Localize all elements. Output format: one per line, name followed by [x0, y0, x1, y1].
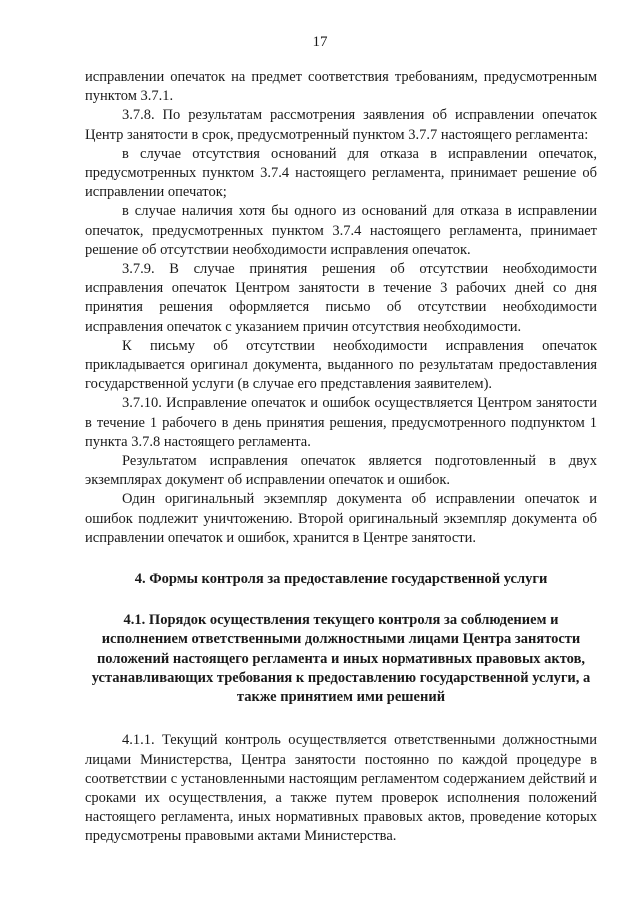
- document-body: [85, 68, 597, 847]
- paragraph-original-copy: Один оригинальный экземпляр документа об исправлении опечаток и ошибок подлежит уничтожению. Второй оригинальный экземпляр документа об исправлении опечаток и ошибок, хранится в Центре занятости.: [85, 491, 597, 546]
- paragraph-continuation: исправлении опечаток на предмет соответствия требованиям, предусмотренным пунктом 3.7.1.: [85, 69, 597, 105]
- subsection-title: 4.1. Порядок осуществления текущего контроля за соблюдением и исполнением ответственными должностными лицами Центра занятости положений настоящего регламента и иных нормативных правовых актов, устанавливающих требования к предоставлению государственной услуги, а также принятием ими решений: [91, 612, 591, 706]
- paragraph-3-7-10: 3.7.10. Исправление опечаток и ошибок осуществляется Центром занятости в течение 1 рабочего в день принятия решения, предусмотренного подпунктом 1 пункта 3.7.8 настоящего регламента.: [85, 395, 597, 450]
- page-number: 17: [312, 34, 328, 50]
- paragraph-result: Результатом исправления опечаток является подготовленный в двух экземплярах документ об исправлении опечаток и ошибок.: [85, 453, 597, 489]
- paragraph-3-7-8: 3.7.8. По результатам рассмотрения заявления об исправлении опечаток Центр занятости в срок, предусмотренный пунктом 3.7.7 настоящего регламента:: [85, 107, 597, 143]
- paragraph-has-grounds: в случае наличия хотя бы одного из оснований для отказа в исправлении опечаток, предусмотренных пунктом 3.7.4 настоящего регламента, принимает решение об отсутствии необходимости исправления опечаток.: [85, 203, 597, 258]
- paragraph-3-7-9: 3.7.9. В случае принятия решения об отсутствии необходимости исправления опечаток Центром занятости в течение 3 рабочих дней со дня принятия решения оформляется письмо об отсутствии необходимости исправления опечаток с указанием причин отсутствия необходимости.: [85, 261, 597, 335]
- paragraph-4-1-1: 4.1.1. Текущий контроль осуществляется ответственными должностными лицами Министерства, Центра занятости постоянно по каждой процедуре в соответствии с установленными настоящим регламентом содержанием действий и сроками их осуществления, а также путем проверок исполнения положений настоящего регламента, иных нормативных правовых актов, проведение которых предусмотрены правовыми актами Министерства.: [85, 732, 597, 845]
- paragraph-no-grounds: в случае отсутствия оснований для отказа в исправлении опечаток, предусмотренных пунктом 3.7.4 настоящего регламента, принимает решение об исправлении опечаток;: [85, 145, 597, 201]
- paragraph-letter-attachment: К письму об отсутствии необходимости исправления опечаток прикладывается оригинал документа, выданного по результатам предоставления государственной услуги (в случае его представления заявителем).: [85, 337, 597, 393]
- section-title: 4. Формы контроля за предоставление государственной услуги: [134, 571, 548, 588]
